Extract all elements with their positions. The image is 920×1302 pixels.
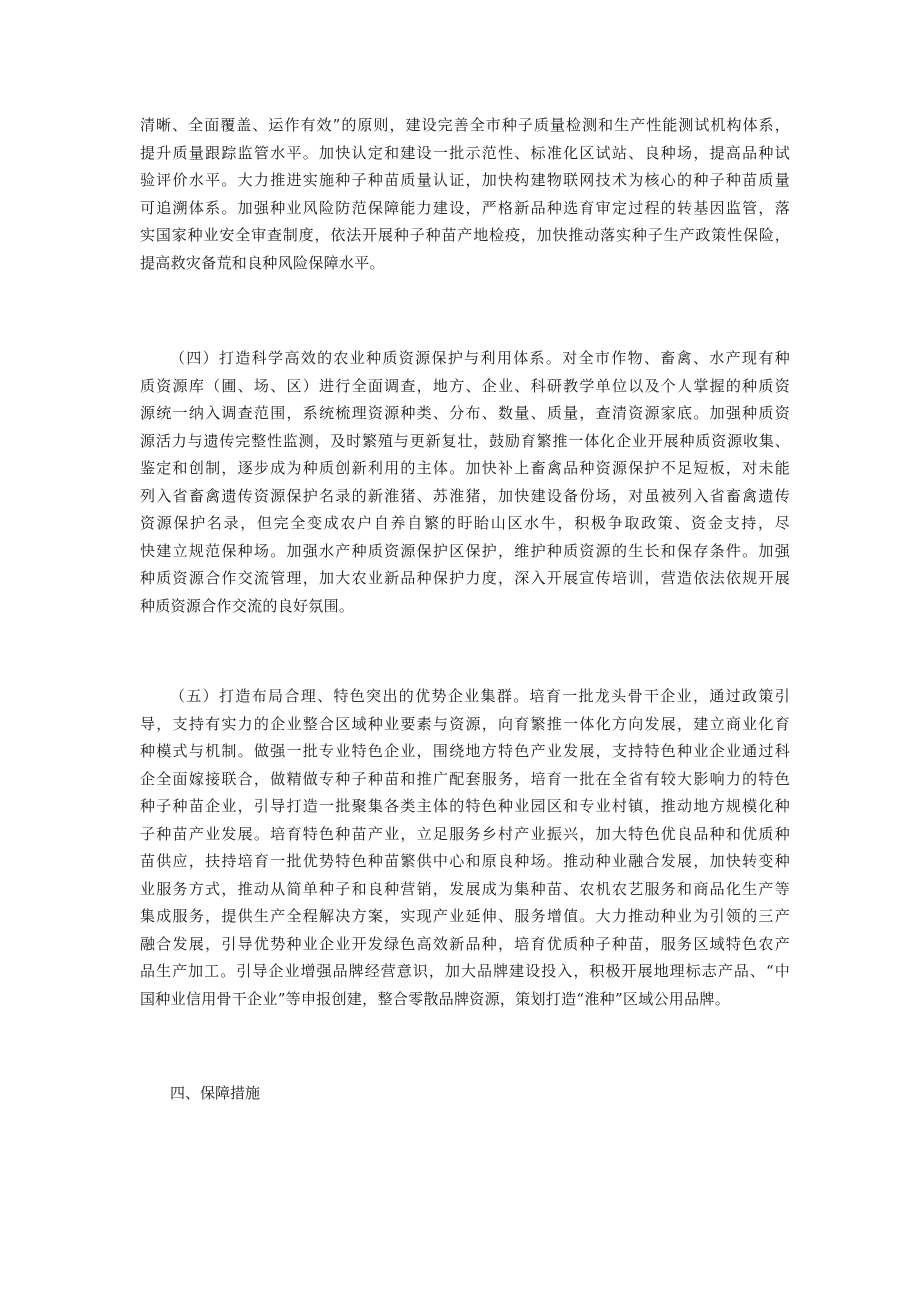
text-line: （四）打造科学高效的农业种质资源保护与利用体系。对全市作物、畜禽、水产现有种 <box>170 349 790 367</box>
text-line: 列入省畜禽遗传资源保护名录的新淮猪、苏淮猪，加快建设备份场，对虽被列入省畜禽遗传 <box>140 486 790 505</box>
text-line: 快建立规范保种场。加强水产种质资源保护区保护，维护种质资源的生长和保存条件。加强 <box>140 541 790 560</box>
text-line: 验评价水平。大力推进实施种子种苗质量认证，加快构建物联网技术为核心的种子种苗质量 <box>140 171 790 189</box>
text-line: 质资源库（圃、场、区）进行全面调查，地方、企业、科研教学单位以及个人掌握的种质资 <box>140 376 790 395</box>
section-heading: 四、保障措施 <box>170 1084 261 1102</box>
text-line: 融合发展，引导优势种业企业开发绿色高效新品种，培育优质种子种苗，服务区域特色农产 <box>140 934 790 953</box>
text-line: 清晰、全面覆盖、运作有效”的原则，建设完善全市种子质量检测和生产性能测试机构体系， <box>140 116 790 134</box>
text-line: 业服务方式，推动从简单种子和良种营销，发展成为集种苗、农机农艺服务和商品化生产等 <box>140 879 790 898</box>
text-line: 集成服务，提供生产全程解决方案，实现产业延伸、服务增值。大力推动种业为引领的三产 <box>140 907 790 925</box>
text-line: 种质资源合作交流管理，加大农业新品种保护力度，深入开展宣传培训，营造依法依规开展 <box>140 569 790 587</box>
text-line: 提升质量跟踪监管水平。加快认定和建设一批示范性、标准化区试站、良种场，提高品种试 <box>140 143 790 162</box>
text-line: 子种苗产业发展。培育特色种苗产业，立足服务乡村产业振兴，加大特色优良品种和优质种 <box>140 824 790 843</box>
paragraph-germplasm-protection <box>140 345 790 620</box>
text-line: 品生产加工。引导企业增强品牌经营意识，加大品牌建设投入，积极开展地理标志产品、“中 <box>140 962 790 980</box>
text-line: 导，支持有实力的企业整合区域种业要素与资源，向育繁推一体化方向发展，建立商业化育 <box>140 714 790 733</box>
text-line: （五）打造布局合理、特色突出的优势企业集群。培育一批龙头骨干企业，通过政策引 <box>170 687 790 705</box>
text-line: 种质资源合作交流的良好氛围。 <box>140 596 355 615</box>
text-line: 种模式与机制。做强一批专业特色企业，围绕地方特色产业发展，支持特色种业企业通过科 <box>140 742 790 760</box>
text-line: 鉴定和创制，逐步成为种质创新利用的主体。加快补上畜禽品种资源保护不足短板，对未能 <box>140 459 790 477</box>
text-line: 提高救灾备荒和良种风险保障水平。 <box>140 253 385 272</box>
text-line: 种子种苗企业，引导打造一批聚集各类主体的特色种业园区和专业村镇，推动地方规模化种 <box>140 797 790 815</box>
text-line: 可追溯体系。加强种业风险防范保障能力建设，严格新品种选育审定过程的转基因监管，落 <box>140 198 790 217</box>
text-line: 源统一纳入调查范围，系统梳理资源种类、分布、数量、质量，查清资源家底。加强种质资 <box>140 404 790 422</box>
text-line: 源活力与遗传完整性监测，及时繁殖与更新复壮，鼓励育繁推一体化企业开展种质资源收集、 <box>140 431 790 450</box>
paragraph-enterprise-cluster <box>140 683 790 1013</box>
text-line: 苗供应，扶持培育一批优势特色种苗繁供中心和原良种场。推动种业融合发展，加快转变种 <box>140 852 790 870</box>
text-line: 企全面嫁接联合，做精做专种子种苗和推广配套服务，培育一批在全省有较大影响力的特色 <box>140 769 790 788</box>
paragraph-quality-supervision <box>140 112 790 277</box>
text-line: 国种业信用骨干企业”等申报创建，整合零散品牌资源，策划打造“淮种”区域公用品牌。 <box>140 989 731 1008</box>
text-line: 实国家种业安全审查制度，依法开展种子种苗产地检疫，加快推动落实种子生产政策性保险， <box>140 226 790 244</box>
text-line: 资源保护名录，但完全变成农户自养自繁的盱眙山区水牛，积极争取政策、资金支持，尽 <box>140 514 790 532</box>
